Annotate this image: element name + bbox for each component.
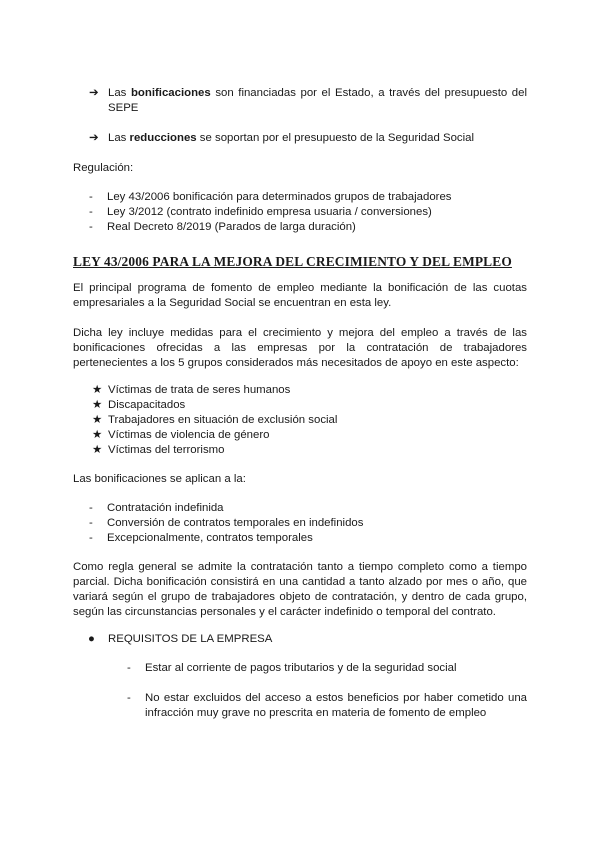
- dash-marker: -: [89, 191, 93, 203]
- intro-point-reducciones: [89, 131, 527, 146]
- requisitos-title: REQUISITOS DE LA EMPRESA: [108, 633, 273, 645]
- dash-marker: -: [89, 532, 93, 544]
- star-icon: ★: [92, 399, 103, 411]
- intro-point-text: Las bonificaciones son financiadas por el Estado, a través del presupuesto del SEPE: [108, 87, 528, 114]
- regulacion-label: Regulación:: [73, 162, 134, 174]
- star-icon: ★: [92, 414, 103, 426]
- paragraph-principal-programa: El principal programa de fomento de empleo mediante la bonificación de las cuotas empresariales a la Seguridad Social se encuentran en esta ley.: [73, 282, 527, 309]
- paragraph-aplican: Las bonificaciones se aplican a la:: [73, 473, 246, 485]
- requisito-item-2: - No estar excluidos del acceso a estos beneficios por haber cometido una infracción muy grave no prescrita en materia de fomento de empleo: [127, 692, 527, 719]
- dash-marker: -: [89, 206, 93, 218]
- paragraph-regla-general: Como regla general se admite la contratación tanto a tiempo completo como a tiempo parcial. Dicha bonificación consistirá en una cantidad a tanto alzado por mes o año, que variará según el grupo de trabajadores objeto de contratación, y dentro de cada grupo, según las circunstancias personales y el carácter indefinido o temporal del contrato.: [73, 561, 527, 618]
- intro-point-bonificaciones: [89, 86, 527, 116]
- star-icon: ★: [92, 384, 103, 396]
- bullet-dot-icon: ●: [88, 633, 95, 645]
- star-icon: ★: [92, 444, 103, 456]
- document-page: ➔ Las bonificaciones son financiadas por el Estado, a través del presupuesto del SEPE ➔ Las reducciones se soportan por el presupuesto de la Seguridad Social Regulación: - Ley 43/2006 bonificación para determinados grupos de trabajadores - Ley 3/2012 (contrato indefinido empresa usuaria / conversiones) - Real Decreto 8/2019 (Parados de larga duración) LEY 43/2006 PARA LA MEJORA DEL CRECIMIENTO Y DEL EMPLEO El principal programa de fomento de empleo mediante la bonificación de las cuotas empresariales a la Seguridad Social se encuentran en esta ley. Dicha ley incluye medidas para el crecimiento y mejora del empleo a través de las bonificaciones ofrecidas a las empresas por la contratación de trabajadores pertenecientes a los 5 grupos considerados más necesitados de apoyo en este aspecto: ★ Víctimas de trata de seres humanos ★ Discapacitados ★ Trabajadores en situación de exclusión social ★ Víctimas de violencia de género ★ Víctimas del terrorismo Las bonificaciones se aplican a la: - Contratación indefinida - Conversión de contratos temporales en indefinidos - Excepcionalmente, contratos temporales Como regla general se admite la contratación tanto a tiempo completo como a tiempo parcial. Dicha bonificación consistirá en una cantidad a tanto alzado por mes o año, que variará según el grupo de trabajadores objeto de contratación, y dentro de cada grupo, según las circunstancias personales y el carácter indefinido o temporal del contrato. ● REQUISITOS DE LA EMPRESA - Estar al corriente de pagos tributarios y de la seguridad social - No estar excluidos del acceso a estos beneficios por haber cometido una infracción muy grave no prescrita en materia de fomento de empleo: [73, 87, 528, 719]
- dash-marker: -: [89, 502, 93, 514]
- star-icon: ★: [92, 429, 103, 441]
- arrow-icon: ➔: [89, 87, 99, 99]
- dash-marker: -: [127, 692, 131, 704]
- paragraph-medidas: Dicha ley incluye medidas para el crecimiento y mejora del empleo a través de las bonificaciones ofrecidas a las empresas por la contratación de trabajadores pertenecientes a los 5 grupos considerados más necesitados de apoyo en este aspecto:: [73, 327, 527, 369]
- dash-marker: -: [89, 517, 93, 529]
- dash-marker: -: [127, 662, 131, 674]
- dash-marker: -: [89, 221, 93, 233]
- intro-point-text: Las reducciones se soportan por el presupuesto de la Seguridad Social: [108, 132, 474, 144]
- arrow-icon: ➔: [89, 132, 99, 144]
- section-heading: LEY 43/2006 PARA LA MEJORA DEL CRECIMIENTO Y DEL EMPLEO: [73, 254, 512, 269]
- requisito-item-1: - Estar al corriente de pagos tributarios y de la seguridad social: [127, 662, 457, 674]
